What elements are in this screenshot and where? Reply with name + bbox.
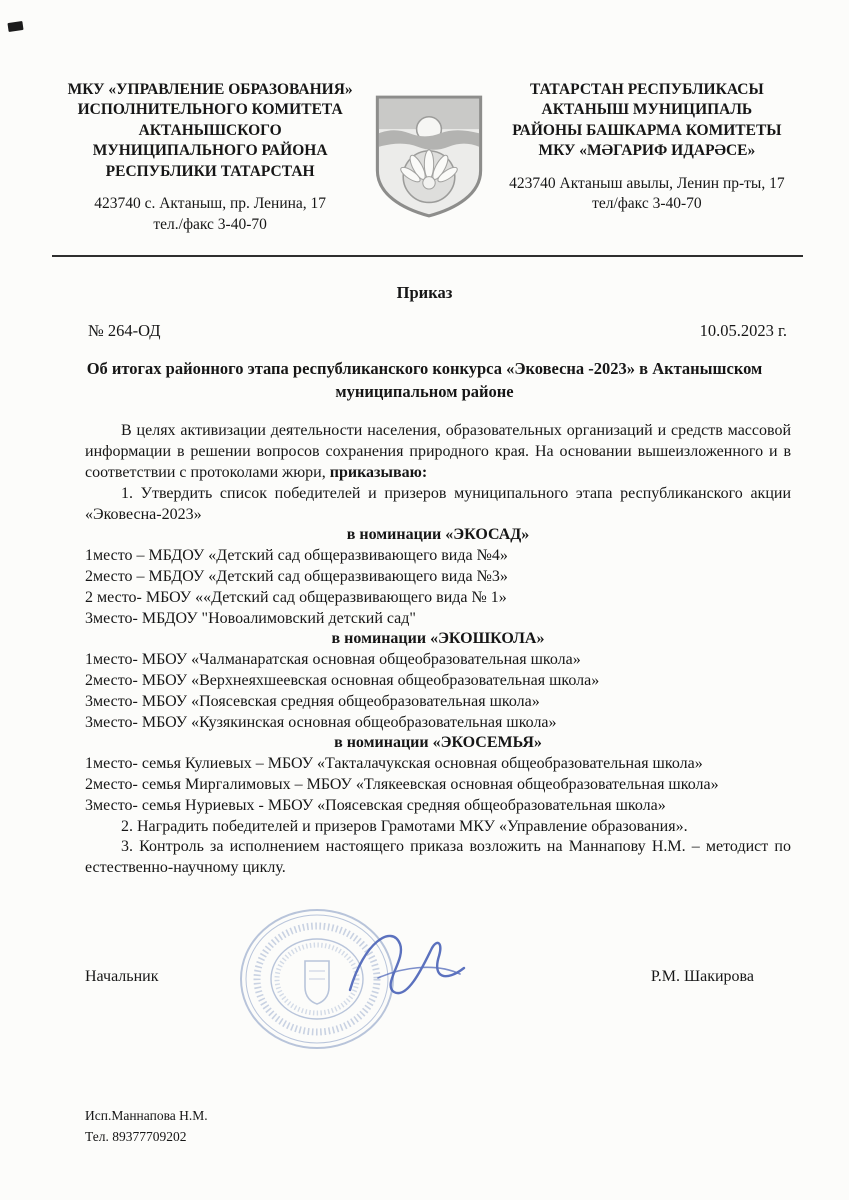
org-name-tatar bbox=[487, 80, 807, 162]
nomination-heading-ekoshkola: в номинации «ЭКОШКОЛА» bbox=[331, 630, 545, 648]
phone-line: тел./факс 3-40-70 bbox=[153, 215, 267, 233]
phone-line: тел/факс 3-40-70 bbox=[592, 195, 702, 213]
signer-name: Р.М. Шакирова bbox=[650, 968, 754, 985]
address-line: 423740 Актаныш авылы, Ленин пр-ты, 17 bbox=[509, 174, 785, 192]
signer-position: Начальник bbox=[85, 968, 159, 985]
org-line: РЕСПУБЛИКИ ТАТАРСТАН bbox=[105, 162, 315, 180]
nomination-heading-ekosad: в номинации «ЭКОСАД» bbox=[346, 526, 530, 544]
coat-of-arms-icon bbox=[370, 80, 486, 220]
order-item-3: 3. Контроль за исполнением настоящего приказа возложить на Маннапову Н.М. – методист по естественно-научному циклу. bbox=[85, 838, 791, 877]
order-item-1: 1. Утвердить список победителей и призеров муниципального этапа республиканского акции «Эковесна-2023» bbox=[85, 484, 791, 523]
org-line: МКУ «МӘГАРИФ ИДАРӘСЕ» bbox=[538, 142, 756, 160]
document-body bbox=[0, 421, 849, 879]
org-line: АКТАНЫШСКОГО bbox=[138, 121, 282, 139]
intro-bold: приказываю: bbox=[329, 463, 428, 481]
nomination-heading-ekosemya: в номинации «ЭКОСЕМЬЯ» bbox=[334, 734, 542, 752]
org-block-tatar bbox=[487, 80, 807, 215]
winner-line: 3место- МБОУ «Поясевская средняя общеобразовательная школа» bbox=[85, 692, 540, 710]
org-block-russian bbox=[50, 80, 370, 235]
org-line: МУНИЦИПАЛЬНОГО РАЙОНА bbox=[92, 142, 328, 160]
document-number: № 264-ОД bbox=[88, 321, 161, 341]
org-line: ТАТАРСТАН РЕСПУБЛИКАСЫ bbox=[530, 81, 764, 98]
executor-name: Исп.Маннапова Н.М. bbox=[85, 1108, 208, 1123]
letterhead bbox=[0, 0, 849, 235]
winner-line: 1место- МБОУ «Чалманаратская основная общеобразовательная школа» bbox=[85, 651, 581, 669]
executor-block bbox=[85, 1106, 208, 1148]
winner-line: 2место – МБДОУ «Детский сад общеразвивающего вида №3» bbox=[85, 567, 508, 585]
winner-line: 2место- МБОУ «Верхнеяхшеевская основная общеобразовательная школа» bbox=[85, 671, 600, 689]
winner-line: 2 место- МБОУ ««Детский сад общеразвивающего вида № 1» bbox=[85, 588, 507, 606]
winner-line: 3место- семья Нуриевых - МБОУ «Поясевская средняя общеобразовательная школа» bbox=[85, 796, 666, 814]
org-line: РАЙОНЫ БАШКАРМА КОМИТЕТЫ bbox=[512, 121, 782, 139]
org-name-russian bbox=[50, 80, 370, 182]
org-address-russian bbox=[50, 194, 370, 235]
winner-line: 3место- МБОУ «Кузякинская основная общеобразовательная школа» bbox=[85, 713, 557, 731]
letterhead-divider bbox=[52, 255, 803, 257]
document-type-label: Приказ bbox=[396, 283, 453, 303]
executor-phone: Тел. 89377709202 bbox=[85, 1128, 187, 1144]
org-line: МКУ «УПРАВЛЕНИЕ ОБРАЗОВАНИЯ» bbox=[67, 81, 353, 98]
intro-paragraph bbox=[85, 421, 791, 483]
number-date-row bbox=[0, 321, 849, 341]
org-address-tatar bbox=[487, 174, 807, 215]
winner-line: 3место- МБДОУ "Новоалимовский детский сад" bbox=[85, 609, 416, 627]
winner-line: 2место- семья Миргалимовых – МБОУ «Тлякеевская основная общеобразовательная школа» bbox=[85, 775, 719, 793]
order-item-2: 2. Наградить победителей и призеров Грамотами МКУ «Управление образования». bbox=[121, 817, 688, 835]
winner-line: 1место- семья Кулиевых – МБОУ «Такталачукская основная общеобразовательная школа» bbox=[85, 755, 703, 773]
org-line: ИСПОЛНИТЕЛЬНОГО КОМИТЕТА bbox=[77, 101, 343, 119]
winner-line: 1место – МБДОУ «Детский сад общеразвивающего вида №4» bbox=[85, 547, 508, 565]
document-date: 10.05.2023 г. bbox=[699, 321, 787, 341]
intro-text: В целях активизации деятельности населения, образовательных организаций и средств массовой информации в решении вопросов сохранения природного края. На основании вышеизложенного и в соответствии с протоколами жюри, bbox=[85, 422, 791, 481]
org-line: АКТАНЫШ МУНИЦИПАЛЬ bbox=[541, 101, 753, 119]
signature-row bbox=[85, 968, 754, 986]
document-title: Об итогах районного этапа республиканского конкурса «Эковесна -2023» в Актанышском муниципальном районе bbox=[86, 359, 763, 402]
address-line: 423740 с. Актаныш, пр. Ленина, 17 bbox=[94, 195, 327, 213]
